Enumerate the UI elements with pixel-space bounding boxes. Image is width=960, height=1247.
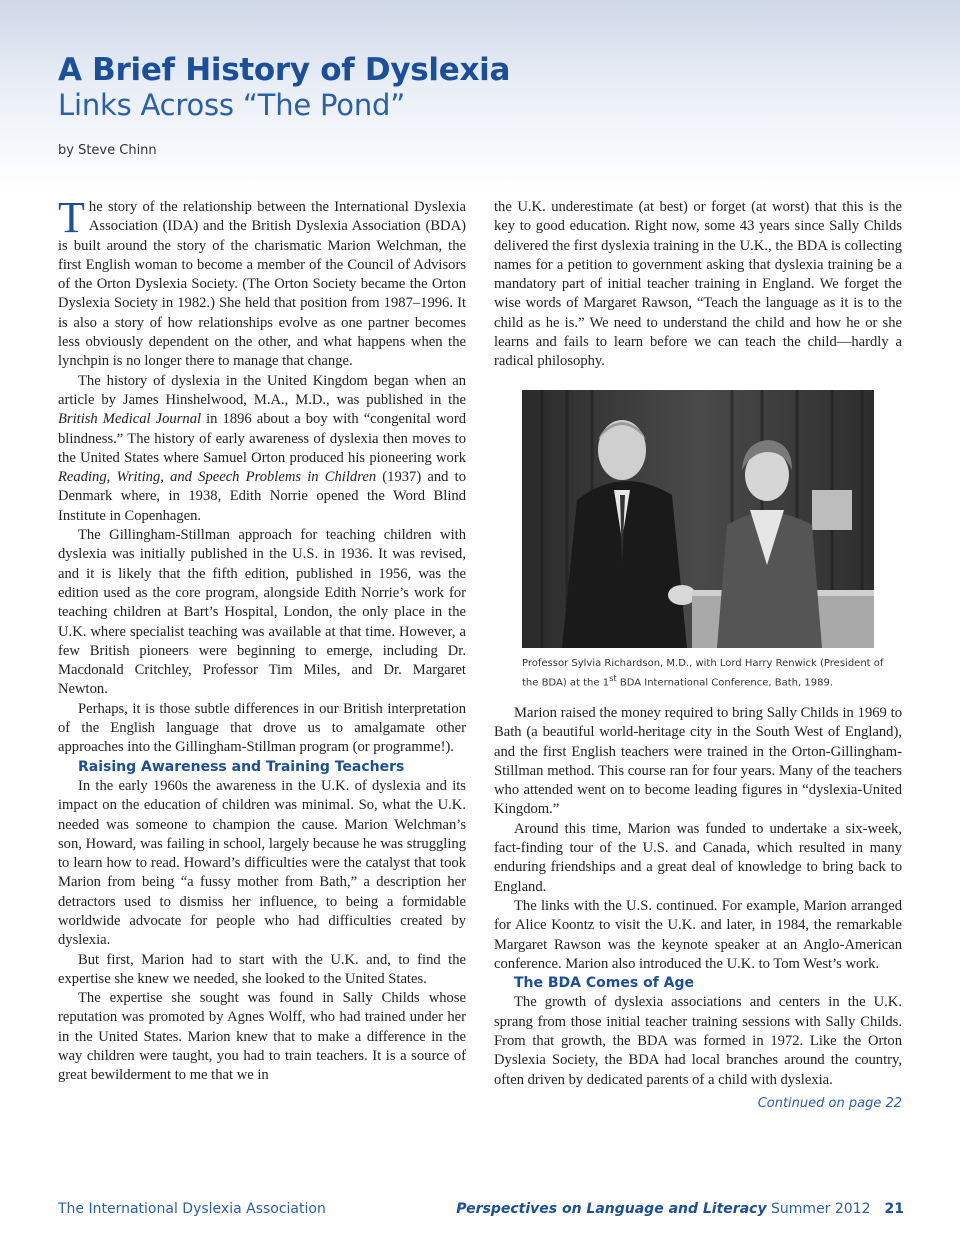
- paragraph-intro-text: he story of the relationship between the International Dyslexia Association (IDA) and the British Dyslexia Association (BDA) is built around the story of the charismatic Marion Welchman, the first English woman to become a member of the Council of Advisors of the Orton Dyslexia Society. (The Orton Society became the Orton Dyslexia Society in 1982.) She held that position from 1987–1996. It is also a story of how relationships evolve as one partner becomes less obviously dependent on the other, and what happens when the lynchpin is no longer there to manage that change.: [58, 199, 466, 370]
- footer-journal: Perspectives on Language and Literacy: [456, 1201, 767, 1217]
- journal-title: British Medical Journal: [58, 411, 202, 428]
- section-heading-raising-awareness: Raising Awareness and Training Teachers: [78, 758, 405, 775]
- paragraph-interpretation: Perhaps, it is those subtle differences in our British interpretation of the English language that drove us to amalgamate other approaches into the Gillingham-Stillman program (or programme!).: [58, 700, 466, 756]
- paragraph-first-marion: But first, Marion had to start with the U.K. and, to find the expertise she knew we needed, she looked to the United States.: [58, 951, 466, 987]
- continued-link[interactable]: Continued on page 22: [757, 1095, 902, 1111]
- paragraph-marion-money: Marion raised the money required to bring Sally Childs in 1969 to Bath (a beautiful world-heritage city in the South West of England), and the first English teachers were trained in the Orton-Gillingham-Stillman method. This course ran for four years. Many of the teachers who attended went on to become leading figures in “dyslexia-United Kingdom.”: [494, 705, 902, 818]
- paragraph-history-text-a: The history of dyslexia in the United Kingdom began when an article by James Hinshelwood, M.A., M.D., was published in the: [58, 372, 466, 408]
- caption-superscript: st: [609, 672, 617, 683]
- page-footer: [58, 1201, 904, 1223]
- paragraph-fact-finding: Around this time, Marion was funded to undertake a six-week, fact-finding tour of the U.S. and Canada, which resulted in many enduring friendships and a great deal of knowledge to bring back to England.: [494, 820, 902, 895]
- paragraph-history-text-b: in 1896 about a boy with “congenital word blindness.” The history of early awareness of dyslexia then moves to the United States where Samuel Orton produced his pioneering work: [58, 411, 467, 466]
- photo-caption: [522, 656, 902, 690]
- photo-figure: [494, 390, 902, 690]
- paragraph-history: [58, 372, 466, 526]
- left-column: [58, 193, 467, 1086]
- section-heading-bda: The BDA Comes of Age: [514, 975, 695, 992]
- article-title: A Brief History of Dyslexia: [58, 52, 511, 88]
- footer-organization: The International Dyslexia Association: [58, 1201, 326, 1217]
- footer-right-group: [456, 1201, 904, 1217]
- drop-cap: T: [58, 193, 85, 242]
- right-column: [494, 198, 902, 1113]
- paragraph-sally-childs: The expertise she sought was found in Sally Childs whose reputation was promoted by Agnes Wolff, who had trained under her in the United States. Marion knew that to make a difference in the way children were taught, you had to train teachers. It is a source of great bewilderment to me that we in: [58, 990, 466, 1084]
- paragraph-history-text-c: (1937) and to Denmark where, in 1938, Edith Norrie opened the Word Blind Institute in Copenhagen.: [58, 469, 466, 524]
- paragraph-intro: [58, 193, 466, 372]
- paragraph-gillingham: The Gillingham-Stillman approach for teaching children with dyslexia was initially published in the U.S. in 1936. It was revised, and it is likely that the fifth edition, published in 1956, was the edition used as the core program, alongside Edith Norrie’s work for teaching children at Bart’s Hospital, London, the only place in the U.K. where specialist teaching was available at that time. However, a few British pioneers were beginning to emerge, including Dr. Macdonald Critchley, Professor Tim Miles, and Dr. Margaret Newton.: [58, 527, 466, 698]
- article-subtitle: Links Across “The Pond”: [58, 88, 406, 122]
- conference-photo: [522, 390, 874, 648]
- caption-text-b: BDA International Conference, Bath, 1989.: [616, 677, 834, 688]
- byline: by Steve Chinn: [58, 143, 157, 158]
- paragraph-early-1960s: In the early 1960s the awareness in the U.K. of dyslexia and its impact on the education of children was minimal. So, what the U.K. needed was someone to champion the cause. Marion Welchman’s son, Howard, was failing in school, largely because he was struggling to learn how to read. Howard’s difficulties were the catalyst that took Marion from being “a fussy mother from Bath,” a description her detractors used to dismiss her influence, to being a formidable worldwide advocate for people who had difficulties created by dyslexia.: [58, 777, 466, 949]
- paragraph-continuation: the U.K. underestimate (at best) or forget (at worst) that this is the key to good education. Right now, some 43 years since Sally Childs delivered the first dyslexia training in the U.K., the BDA is collecting names for a petition to government asking that dyslexia training be a mandatory part of initial teacher training in England. We forget the wise words of Margaret Rawson, “Teach the language as it is to the child as he is.” We need to understand the child and how he or she learns and fails to learn before we can teach the child—hardly a radical philosophy.: [494, 199, 902, 370]
- book-title: Reading, Writing, and Speech Problems in Children: [58, 469, 377, 486]
- page-number: 21: [884, 1201, 904, 1217]
- footer-issue: Summer 2012: [771, 1201, 871, 1217]
- paragraph-links-us: The links with the U.S. continued. For example, Marion arranged for Alice Koontz to visit the U.K. and later, in 1984, the remarkable Margaret Rawson was the keynote speaker at an Anglo-American conference. Marion also introduced the U.K. to Tom West’s work.: [494, 897, 902, 972]
- paragraph-bda-growth: The growth of dyslexia associations and centers in the U.K. sprang from those initial teacher training sessions with Sally Childs. From that growth, the BDA was formed in 1972. Like the Orton Dyslexia Society, the BDA had local branches around the country, often driven by dedicated parents of a child with dyslexia.: [494, 994, 902, 1088]
- caption-text-a: Professor Sylvia Richardson, M.D., with Lord Harry Renwick (President of the BDA) at the 1: [522, 657, 884, 688]
